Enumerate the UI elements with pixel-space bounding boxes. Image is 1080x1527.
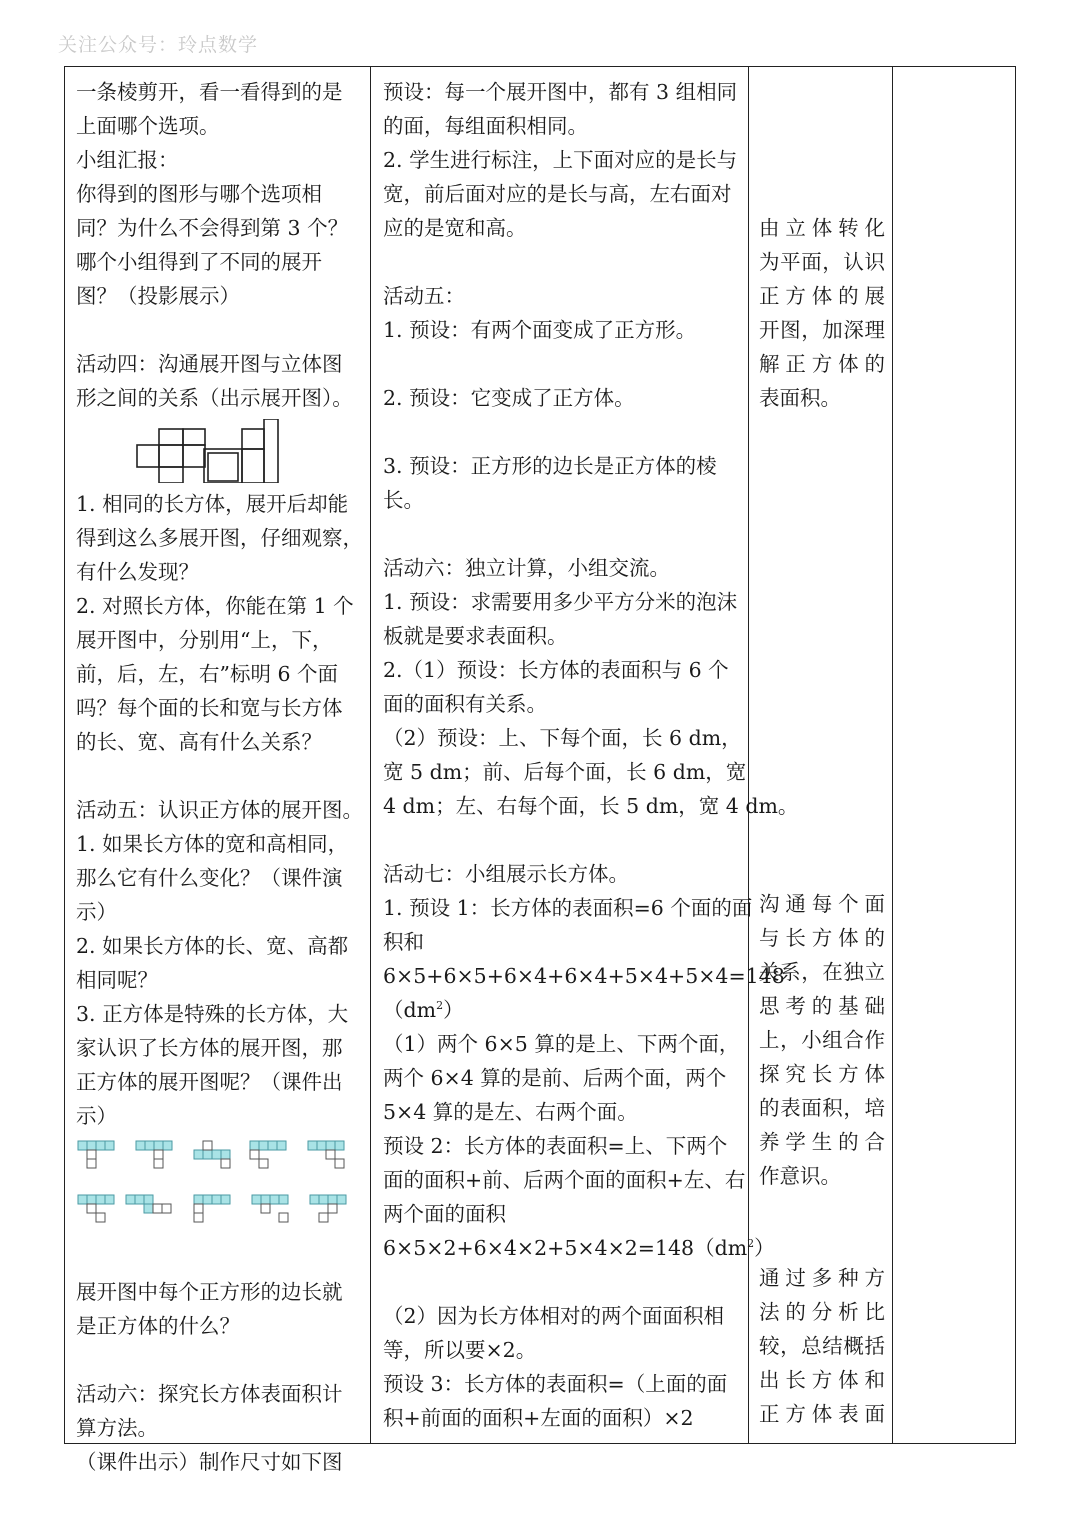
net-square <box>203 1195 212 1204</box>
text-line: 宽 5 dm；前、后每个面，长 6 dm，宽 <box>383 760 747 784</box>
net-square <box>163 1141 172 1150</box>
net-square <box>221 1159 230 1168</box>
net-square <box>154 1159 163 1168</box>
cuboid-net-diagram <box>76 419 364 483</box>
net-square <box>126 1195 135 1204</box>
intent-line: 较，总结概括 <box>759 1334 885 1358</box>
text-line: 上面哪个选项。 <box>76 114 220 138</box>
unit-line <box>383 993 743 1027</box>
intent-line: 正方体表面 <box>759 1402 885 1426</box>
cuboid-nets-figure <box>76 419 364 483</box>
text-line: 3. 正方体是特殊的长方体，大 <box>76 1002 349 1026</box>
intent-block-1 <box>759 211 885 415</box>
net-square <box>96 1213 105 1222</box>
text-line: 1. 如果长方体的宽和高相同， <box>76 832 349 856</box>
text-line: 面的面积有关系。 <box>383 692 547 716</box>
net-square <box>319 1213 328 1222</box>
net-square <box>194 1150 203 1159</box>
student-activity-column <box>371 67 799 1443</box>
intent-line: 关系，在独立 <box>759 960 885 984</box>
text-line: 两个 6×4 算的是前、后两个面，两个 <box>383 1066 727 1090</box>
text-line: 展开图中每个正方形的边长就 <box>76 1280 343 1304</box>
text-line: 的面，每组面积相同。 <box>383 114 588 138</box>
net-square <box>310 1195 319 1204</box>
text-line: 应的是宽和高。 <box>383 216 527 240</box>
intent-line: 法的分析比 <box>759 1300 885 1324</box>
text-line: 1. 预设 1：长方体的表面积=6 个面的面 <box>383 896 753 920</box>
formula-line <box>383 1231 775 1265</box>
text-line: 3. 预设：正方形的边长是正方体的棱 <box>383 454 717 478</box>
net-square <box>277 1141 286 1150</box>
text-line: 长。 <box>383 488 424 512</box>
text-line: 吗？每个面的长和宽与长方体 <box>76 696 343 720</box>
net-square <box>203 1150 212 1159</box>
text-line: 同？为什么不会得到第 3 个？ <box>76 216 349 240</box>
net-square <box>87 1195 96 1204</box>
net-square <box>105 1195 114 1204</box>
net-square <box>87 1150 96 1159</box>
activity-five-heading: 活动五：认识正方体的展开图。 <box>76 798 363 822</box>
net-square <box>153 1204 162 1213</box>
text-line: 1. 预设：有两个面变成了正方形。 <box>383 318 697 342</box>
net-square <box>221 1195 230 1204</box>
net-square <box>259 1159 268 1168</box>
intent-line: 表面积。 <box>759 386 841 410</box>
teacher-activity-column <box>65 67 371 1474</box>
text-line: 得到这么多展开图，仔细观察， <box>76 526 363 550</box>
text-line: 相同呢？ <box>76 968 158 992</box>
unit-close: ） <box>443 998 464 1022</box>
cube-net <box>126 1195 171 1213</box>
text-line: 2. 学生进行标注，上下面对应的是长与 <box>383 148 738 172</box>
activity-five-heading: 活动五： <box>383 284 465 308</box>
design-intent-column <box>749 67 893 1443</box>
text-line: 形之间的关系（出示展开图）。 <box>76 386 353 410</box>
text-line: 算方法。 <box>76 1416 158 1440</box>
intent-line: 为平面，认识 <box>759 250 885 274</box>
activity-seven-heading: 活动七：小组展示长方体。 <box>383 862 629 886</box>
text-line: 1. 预设：求需要用多少平方分米的泡沫 <box>383 590 738 614</box>
net-square <box>317 1141 326 1150</box>
intent-line: 由立体转化 <box>759 216 885 240</box>
intent-line: 解正方体的 <box>759 352 885 376</box>
text-line: 图？（投影展示） <box>76 284 240 308</box>
text-line: 是正方体的什么？ <box>76 1314 240 1338</box>
unit-text: （dm <box>383 998 437 1022</box>
net-square <box>279 1195 288 1204</box>
text-line: 一条棱剪开，看一看得到的是 <box>76 80 343 104</box>
text-line: 你得到的图形与哪个选项相 <box>76 182 322 206</box>
cube-net <box>308 1141 344 1168</box>
net-square <box>279 1213 288 1222</box>
net-square <box>326 1150 335 1159</box>
net-square <box>259 1141 268 1150</box>
cube-net <box>194 1195 230 1222</box>
text-line: 2. 如果长方体的长、宽、高都 <box>76 934 349 958</box>
net-square <box>154 1141 163 1150</box>
net-square <box>194 1213 203 1222</box>
net-square <box>250 1150 259 1159</box>
net-square <box>319 1195 328 1204</box>
net-square <box>270 1195 279 1204</box>
net-square <box>135 1195 144 1204</box>
text-line: （课件出示）制作尺寸如下图 <box>76 1450 343 1474</box>
text-line: 面的面积+前、后两个面的面积+左、右 <box>383 1168 746 1192</box>
net-square <box>87 1204 96 1213</box>
net-square <box>96 1195 105 1204</box>
text-line: 5×4 算的是左、右两个面。 <box>383 1100 638 1124</box>
intent-line: 出长方体和 <box>759 1368 885 1392</box>
net-square <box>87 1141 96 1150</box>
net-square <box>96 1141 105 1150</box>
net-square <box>250 1141 259 1150</box>
net-square <box>261 1204 270 1213</box>
net-square <box>144 1204 153 1213</box>
activity-six-heading: 活动六：独立计算，小组交流。 <box>383 556 670 580</box>
intent-line: 沟通每个面 <box>759 892 885 916</box>
net-square <box>144 1195 153 1204</box>
cube-net <box>310 1195 346 1222</box>
net-square <box>221 1150 230 1159</box>
text-line: 等，所以要×2。 <box>383 1338 537 1362</box>
watermark: 关注公众号：玲点数学 <box>58 34 259 56</box>
net-square <box>337 1195 346 1204</box>
net-square <box>328 1204 337 1213</box>
net-square <box>268 1141 277 1150</box>
text-line: 家认识了长方体的展开图，那 <box>76 1036 343 1060</box>
net-square <box>326 1141 335 1150</box>
formula-text: 6×5×2+6×4×2+5×4×2=148（dm <box>383 1236 748 1260</box>
text-line: 示） <box>76 1104 117 1128</box>
net-square <box>212 1150 221 1159</box>
text-line: 预设：每一个展开图中，都有 3 组相同 <box>383 80 738 104</box>
net-square <box>78 1195 87 1204</box>
net-square <box>194 1204 203 1213</box>
text-line: 预设 2：长方体的表面积=上、下两个 <box>383 1134 728 1158</box>
cube-net <box>250 1141 286 1168</box>
text-line: 示） <box>76 900 117 924</box>
net-square <box>78 1141 87 1150</box>
formula-line: 6×5+6×5+6×4+6×4+5×4+5×4=148 <box>383 964 785 988</box>
net-square <box>252 1195 261 1204</box>
text-line: 的长、宽、高有什么关系？ <box>76 730 322 754</box>
intent-line: 开图，加深理 <box>759 318 885 342</box>
text-line: （1）两个 6×5 算的是上、下两个面， <box>383 1032 740 1056</box>
lesson-plan-table <box>64 66 1016 1474</box>
text-line: 前，后，左，右”标明 6 个面 <box>76 662 339 686</box>
net-square <box>212 1195 221 1204</box>
intent-line: 与长方体的 <box>759 926 885 950</box>
intent-line: 养学生的合 <box>759 1130 885 1154</box>
net-square <box>145 1141 154 1150</box>
cube-nets-figure <box>76 1133 364 1275</box>
text-line: （2）预设：上、下每个面，长 6 dm， <box>383 726 742 750</box>
activity-six-heading: 活动六：探究长方体表面积计 <box>76 1382 343 1406</box>
text-line: 预设 3：长方体的表面积=（上面的面 <box>383 1372 728 1396</box>
intent-block-2 <box>759 887 885 1193</box>
text-line: 积+前面的面积+左面的面积）×2 <box>383 1406 694 1430</box>
net-square <box>308 1141 317 1150</box>
net-square <box>328 1195 337 1204</box>
cube-net <box>78 1195 114 1222</box>
intent-line: 的表面积，培 <box>759 1096 885 1120</box>
text-line: 两个面的面积 <box>383 1202 506 1226</box>
text-line: 2. 预设：它变成了正方体。 <box>383 386 635 410</box>
net-square <box>87 1159 96 1168</box>
text-line: 那么它有什么变化？（课件演 <box>76 866 343 890</box>
text-line: 展开图中，分别用“上，下， <box>76 628 333 652</box>
cube-net <box>194 1141 230 1168</box>
net-square <box>261 1195 270 1204</box>
net-square <box>154 1150 163 1159</box>
text-line: 有什么发现？ <box>76 560 199 584</box>
unit-exponent: 2 <box>436 999 444 1013</box>
net-square <box>105 1141 114 1150</box>
intent-line: 探究长方体 <box>759 1062 885 1086</box>
text-line: （2）因为长方体相对的两个面面积相 <box>383 1304 725 1328</box>
text-line: 积和 <box>383 930 424 954</box>
unit-close: ） <box>754 1236 775 1260</box>
net-square <box>162 1204 171 1213</box>
intent-line: 通过多种方 <box>759 1266 885 1290</box>
net-square <box>335 1141 344 1150</box>
unit-exponent: 2 <box>747 1237 755 1251</box>
net-square <box>136 1141 145 1150</box>
intent-line: 作意识。 <box>759 1164 841 1188</box>
cube-net <box>78 1141 114 1168</box>
intent-block-3 <box>759 1261 885 1431</box>
cube-net <box>136 1141 172 1168</box>
intent-line: 正方体的展 <box>759 284 885 308</box>
text-line: 4 dm；左、右每个面，长 5 dm，宽 4 dm。 <box>383 794 799 818</box>
text-line: 板就是要求表面积。 <box>383 624 568 648</box>
text-line: 2.（1）预设：长方体的表面积与 6 个 <box>383 658 729 682</box>
net-square <box>335 1159 344 1168</box>
text-line: 宽，前后面对应的是长与高，左右面对 <box>383 182 732 206</box>
cube-net <box>252 1195 288 1222</box>
text-line: 哪个小组得到了不同的展开 <box>76 250 322 274</box>
net-square <box>203 1141 212 1150</box>
cube-net-diagram <box>76 1133 364 1275</box>
text-line: 1. 相同的长方体，展开后却能 <box>76 492 349 516</box>
net-square <box>194 1195 203 1204</box>
text-line: 2. 对照长方体，你能在第 1 个 <box>76 594 354 618</box>
intent-line: 思考的基础 <box>759 994 885 1018</box>
text-line: 小组汇报： <box>76 148 179 172</box>
text-line: 正方体的展开图呢？（课件出 <box>76 1070 343 1094</box>
intent-line: 上，小组合作 <box>759 1028 885 1052</box>
activity-four-heading: 活动四：沟通展开图与立体图 <box>76 352 343 376</box>
notes-column <box>893 67 1017 1443</box>
